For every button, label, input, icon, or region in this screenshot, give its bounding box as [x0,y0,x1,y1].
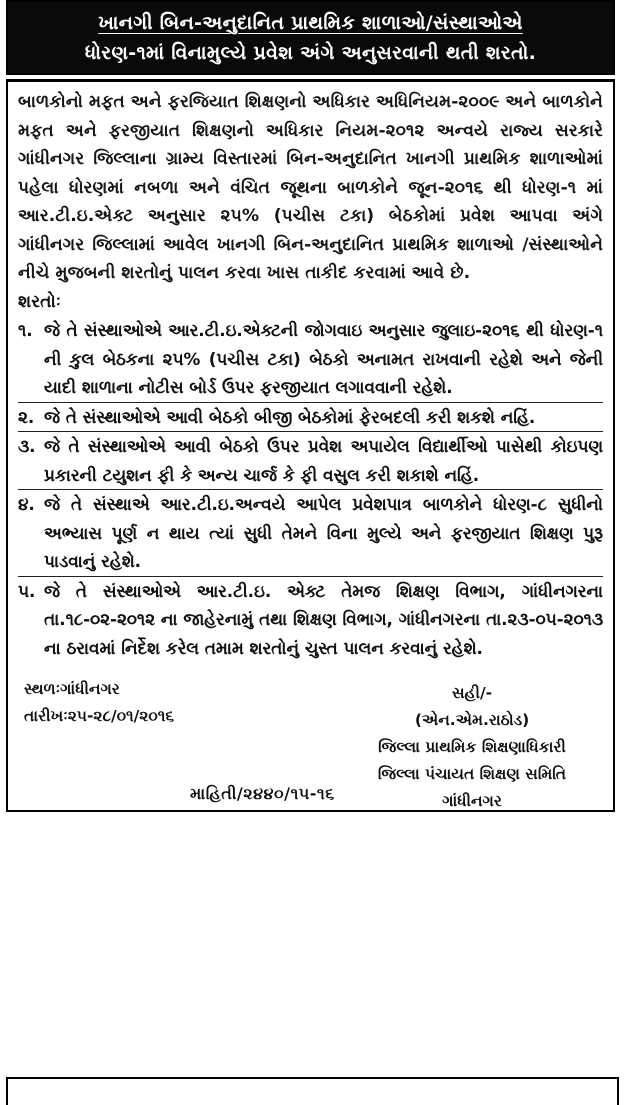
condition-text: જે તે સંસ્થાઓએ આર.ટી.ઇ.એક્ટની જોગવાઇ અનુસાર જુલાઇ-૨૦૧૬ થી ધોરણ-૧ ની કુલ બેઠકના ૨૫% (પચીસ ટકા) બેઠકો અનામત રાખવાની રહેશે અને જેની યાદી શાળાના નોટીસ બોર્ડ ઉપર ફરજીયાત લગાવવાની રહેશે. [44,320,603,397]
signatory-city: ગાંધીનગર [442,792,502,810]
condition-item [18,316,603,402]
condition-item [18,431,603,489]
notice-body [6,79,615,812]
title-line-2: ધોરણ-૧માં વિનામુલ્યે પ્રવેશ અંગે અનુસરવાની થતી શરતો. [84,42,537,64]
notice-advertisement [6,0,615,812]
notice-title [6,0,615,75]
notice-footer [18,680,603,810]
condition-item [18,576,603,663]
date-label: તારીખઃ૨૫-૨૮/૦૧/૨૦૧૬ [24,707,175,725]
place-label: સ્થળઃગાંધીનગર [24,680,120,698]
condition-number: ૧. [18,320,33,340]
condition-text: જે તે સંસ્થાએ આર.ટી.ઇ.અન્વયે આપેલ પ્રવેશપાત્ર બાળકોને ધોરણ-૮ સુધીનો અભ્યાસ પૂર્ણ ન થાય ત્યાં સુધી તેમને વિના મુલ્યે અને ફરજીયાત શિક્ષણ પુરૂ પાડવાનું રહેશે. [44,494,603,571]
intro-paragraph: બાળકોનો મફત અને ફરજિયાત શિક્ષણનો અધિકાર અધિનિયમ-૨૦૦૯ અને બાળકોને મફત અને ફરજીયાત શિક્ષણનો અધિકાર નિયમ-૨૦૧૨ અન્વયે રાજ્ય સરકારે ગાંધીનગર જિલ્લાના ગ્રામ્ય વિસ્તારમાં બિન-અનુદાનિત ખાનગી પ્રાથમિક શાળાઓમાં પહેલા ધોરણમાં નબળા અને વંચિત જૂથના બાળકોને જૂન-૨૦૧૬ થી ધોરણ-૧ માં આર.ટી.ઇ.એક્ટ અનુસાર ૨૫% (પચીસ ટકા) બેઠકોમાં પ્રવેશ આપવા અંગે ગાંધીનગર જિલ્લામાં આવેલ ખાનગી બિન-અનુદાનિત પ્રાથમિક શાળાઓ /સંસ્થાઓને નીચે મુજબની શરતોનું પાલન કરવા ખાસ તાકીદ કરવામાં આવે છે. [18,92,603,283]
condition-number: ૫. [18,580,36,601]
title-line-1: ખાનગી બિન-અનુદાનિત પ્રાથમિક શાળાઓ/સંસ્થાઓએ [98,12,523,34]
condition-text: જે તે સંસ્થાઓએ આવી બેઠકો ઉપર પ્રવેશ અપાયેલ વિદ્યાર્થીઓ પાસેથી કોઇપણ પ્રકારની ટયુશન ફી કે અન્ય ચાર્જ કે ફી વસુલ કરી શકાશે નહિં. [44,436,603,485]
conditions-list [18,316,603,662]
signature-mark: સહી/- [451,684,493,702]
reference-number: માહિતી/૨૪૪૦/૧૫-૧૬ [190,784,335,803]
signatory-designation: જિલ્લા પ્રાથમિક શિક્ષણાધિકારી [378,738,566,756]
signature-block [347,680,597,815]
condition-text: જે તે સંસ્થાઓએ આર.ટી.ઇ. એક્ટ તેમજ શિક્ષણ વિભાગ, ગાંધીનગરના તા.૧૮-૦૨-૨૦૧૨ ના જાહેરનામું તથા શિક્ષણ વિભાગ, ગાંધીનગરના તા.૨૩-૦૫-૨૦૧૩ ના ઠરાવમાં નિર્દેશ કરેલ તમામ શરતોનું ચુસ્ત પાલન કરવાનું રહેશે. [44,580,603,658]
condition-number: ૪. [18,494,35,514]
signatory-office: જિલ્લા પંચાયત શિક્ષણ સમિતિ [377,765,567,783]
condition-item [18,489,603,576]
next-notice-border [6,1077,619,1105]
condition-text: જે તે સંસ્થાઓએ આવી બેઠકો બીજી બેઠકોમાં ફેરબદલી કરી શકશે નહિં. [44,406,536,427]
conditions-heading: શરતોઃ [18,291,61,312]
condition-number: ૨. [18,406,35,427]
condition-number: ૩. [18,436,36,456]
signatory-name: (એન.એમ.રાઠોડ) [414,711,530,729]
condition-item [18,402,603,432]
